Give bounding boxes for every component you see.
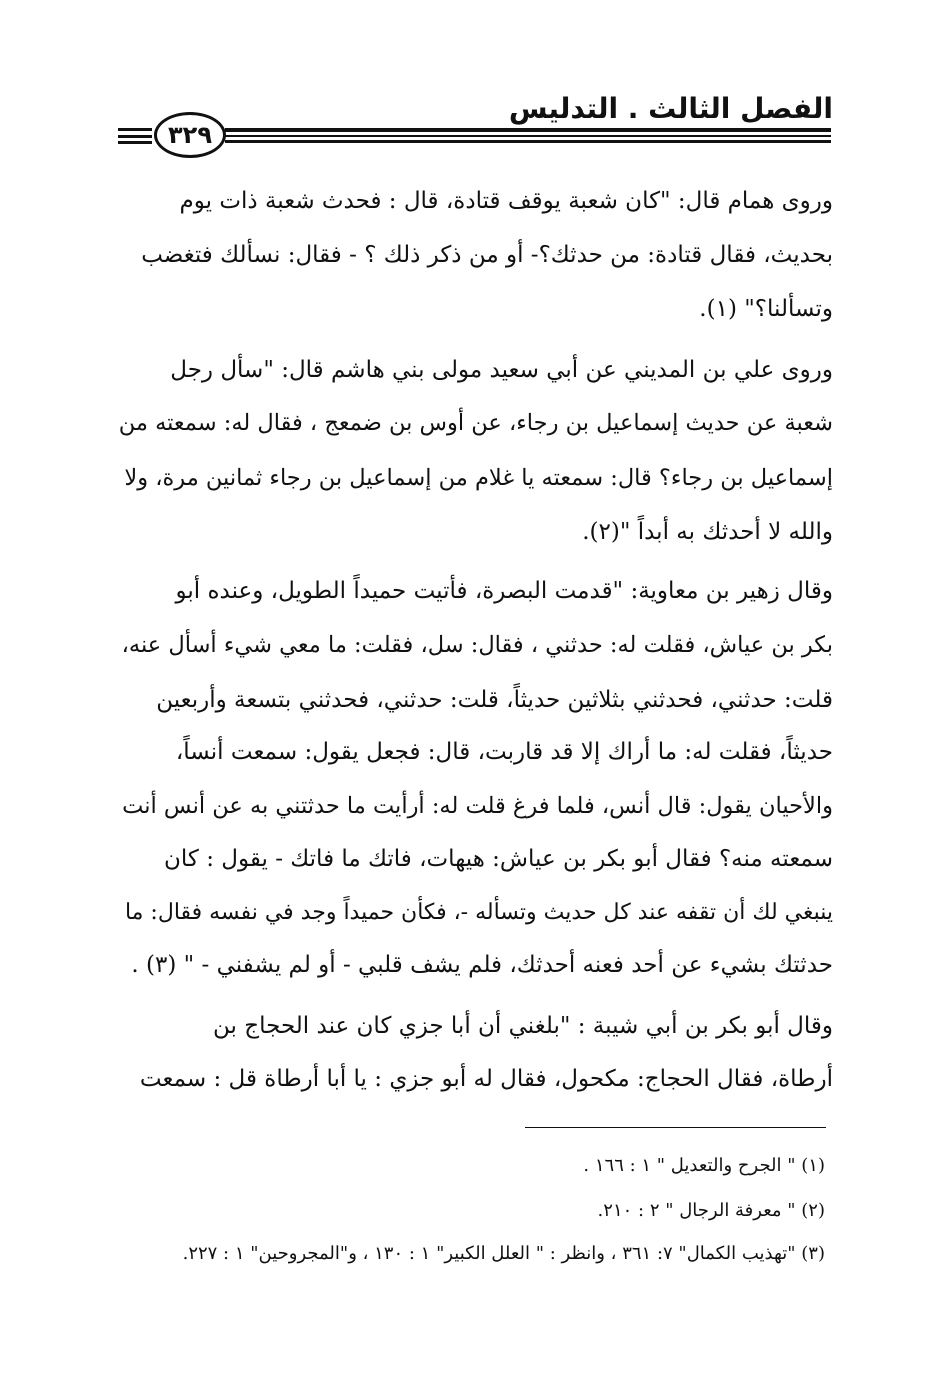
footnote: (١) " الجرح والتعديل " ١ : ١٦٦ . [583,1155,825,1176]
body-line: بكر بن عياش، فقلت له: حدثني ، فقال: سل، فقلت: ما معي شيء أسأل عنه، [121,632,833,658]
body-line: سمعته منه؟ فقال أبو بكر بن عياش: هيهات، فاتك ما فاتك - يقول : كان [164,846,833,872]
body-line: وتسألنا؟" (١). [699,296,833,322]
body-line: والأحيان يقول: قال أنس، فلما فرغ قلت له: أرأيت ما حدثتني به عن أنس أنت [122,793,833,819]
header-rule-left [118,141,152,144]
footnote-separator [525,1127,826,1128]
body-line: وروى علي بن المديني عن أبي سعيد مولى بني هاشم قال: "سأل رجل [170,357,833,383]
body-line: أرطاة، فقال الحجاج: مكحول، فقال له أبو جزي : يا أبا أرطاة قل : سمعت [139,1066,833,1092]
body-line: حدثتك بشيء عن أحد فعنه أحدثك، فلم يشف قلبي - أو لم يشفني - " (٣) . [131,952,833,978]
header-rule [225,135,831,137]
body-line: ينبغي لك أن تقفه عند كل حديث وتسأله -، فكأن حميداً وجد في نفسه فقال: ما [124,900,833,925]
body-line: بحديث، فقال قتادة: من حدثك؟- أو من ذكر ذلك ؟ - فقال: نسألك فتغضب [141,242,833,268]
footnote: (٢) " معرفة الرجال " ٢ : ٢١٠. [597,1200,825,1221]
body-line: شعبة عن حديث إسماعيل بن رجاء، عن أوس بن ضمعج ، فقال له: سمعته من [118,410,833,436]
footnote: (٣) "تهذيب الكمال" ٧: ٣٦١ ، وانظر : " العلل الكبير" ١ : ١٣٠ ، و"المجروحين" ١ : ٢٢٧. [182,1243,825,1264]
body-line: وقال أبو بكر بن أبي شيبة : "بلغني أن أبا جزي كان عند الحجاج بن [213,1013,833,1039]
header-rule-left [118,135,152,138]
body-line: والله لا أحدثك به أبداً "(٢). [582,519,833,545]
body-line: وقال زهير بن معاوية: "قدمت البصرة، فأتيت حميداً الطويل، وعنده أبو [175,578,833,604]
body-line: قلت: حدثني، فحدثني بثلاثين حديثاً، قلت: حدثني، فحدثني بتسعة وأربعين [156,687,833,713]
body-line: وروى همام قال: "كان شعبة يوقف قتادة، قال : فحدث شعبة ذات يوم [179,188,833,214]
body-line: حديثاً، فقلت له: ما أراك إلا قد قاربت، قال: فجعل يقول: سمعت أنساً، [175,739,833,765]
header-rule-left [118,128,152,131]
header-rule [225,128,831,132]
body-line: إسماعيل بن رجاء؟ قال: سمعته يا غلام من إسماعيل بن رجاء ثمانين مرة، ولا [124,465,833,491]
header-rule [225,140,831,143]
page-number: ٣٢٩ [154,112,226,158]
chapter-title: الفصل الثالث . التدليس [508,92,833,125]
